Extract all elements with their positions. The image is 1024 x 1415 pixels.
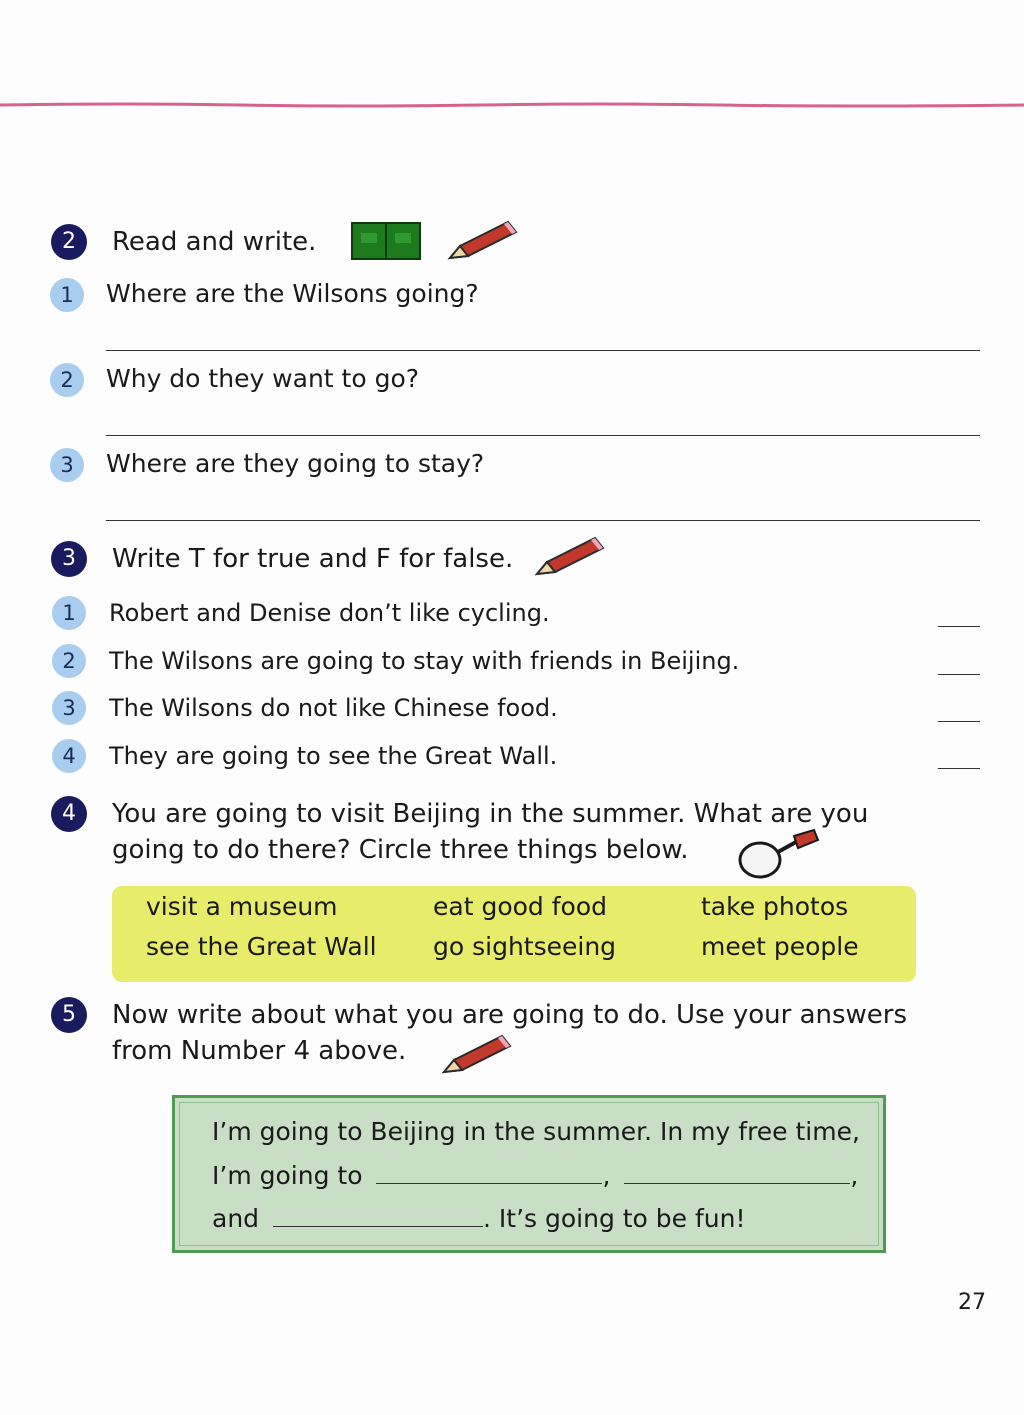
section-2-badge: 2 [51, 224, 87, 260]
statement-1-text: Robert and Denise don’t like cycling. [109, 599, 550, 627]
question-1-badge: 1 [50, 278, 84, 312]
section-2-title: Read and write. [112, 227, 317, 257]
section-3-badge: 3 [51, 541, 87, 577]
section-4-badge: 4 [51, 796, 87, 832]
section-4-line-2: going to do there? Circle three things below. [112, 835, 689, 865]
writing-frame-line-3-start: and [212, 1204, 260, 1233]
section-3-title: Write T for true and F for false. [112, 544, 514, 574]
option-meet-people[interactable]: meet people [701, 932, 859, 961]
activity-blank-3[interactable] [273, 1206, 483, 1227]
statement-3-badge: 3 [52, 691, 86, 725]
comma-1: , [602, 1161, 611, 1190]
writing-frame-line-3-end: . It’s going to be fun! [483, 1204, 746, 1233]
statement-2-tf-blank[interactable] [938, 674, 980, 675]
pencil-icon [446, 220, 520, 262]
statement-1-badge: 1 [52, 596, 86, 630]
magnifying-glass-icon [736, 828, 820, 882]
option-visit-a-museum[interactable]: visit a museum [146, 892, 338, 921]
question-2-text: Why do they want to go? [106, 364, 420, 393]
question-3-badge: 3 [50, 448, 84, 482]
page-number: 27 [958, 1290, 986, 1315]
open-book-icon [351, 221, 421, 261]
statement-3-text: The Wilsons do not like Chinese food. [109, 694, 558, 722]
activity-blank-1[interactable] [376, 1163, 602, 1184]
writing-frame-line-2 [212, 1159, 858, 1193]
question-3-answer-line[interactable] [106, 520, 980, 521]
option-take-photos[interactable]: take photos [701, 892, 849, 921]
option-go-sightseeing[interactable]: go sightseeing [433, 932, 617, 961]
statement-2-text: The Wilsons are going to stay with friends in Beijing. [109, 647, 740, 675]
statement-4-text: They are going to see the Great Wall. [109, 742, 558, 770]
question-2-badge: 2 [50, 363, 84, 397]
section-5-line-1: Now write about what you are going to do. Use your answers [112, 1000, 908, 1030]
option-eat-good-food[interactable]: eat good food [433, 892, 607, 921]
pencil-icon [440, 1034, 514, 1076]
question-1-text: Where are the Wilsons going? [106, 279, 479, 308]
question-1-answer-line[interactable] [106, 350, 980, 351]
statement-3-tf-blank[interactable] [938, 721, 980, 722]
top-decorative-rule [0, 102, 1024, 108]
statement-4-badge: 4 [52, 739, 86, 773]
statement-1-tf-blank[interactable] [938, 626, 980, 627]
section-5-line-2: from Number 4 above. [112, 1036, 407, 1066]
statement-4-tf-blank[interactable] [938, 768, 980, 769]
pencil-icon [533, 536, 607, 578]
activity-blank-2[interactable] [624, 1163, 850, 1184]
section-4-line-1: You are going to visit Beijing in the summer. What are you [112, 799, 869, 829]
activity-options-box [112, 886, 916, 982]
section-5-badge: 5 [51, 997, 87, 1033]
writing-frame-line-3 [212, 1202, 746, 1236]
comma-2: , [850, 1161, 859, 1190]
writing-frame-line-1: I’m going to Beijing in the summer. In my free time, [212, 1117, 860, 1146]
question-3-text: Where are they going to stay? [106, 449, 485, 478]
question-2-answer-line[interactable] [106, 435, 980, 436]
writing-frame-box [172, 1095, 886, 1253]
statement-2-badge: 2 [52, 644, 86, 678]
option-see-the-great-wall[interactable]: see the Great Wall [146, 932, 377, 961]
writing-frame-line-2-start: I’m going to [212, 1161, 363, 1190]
